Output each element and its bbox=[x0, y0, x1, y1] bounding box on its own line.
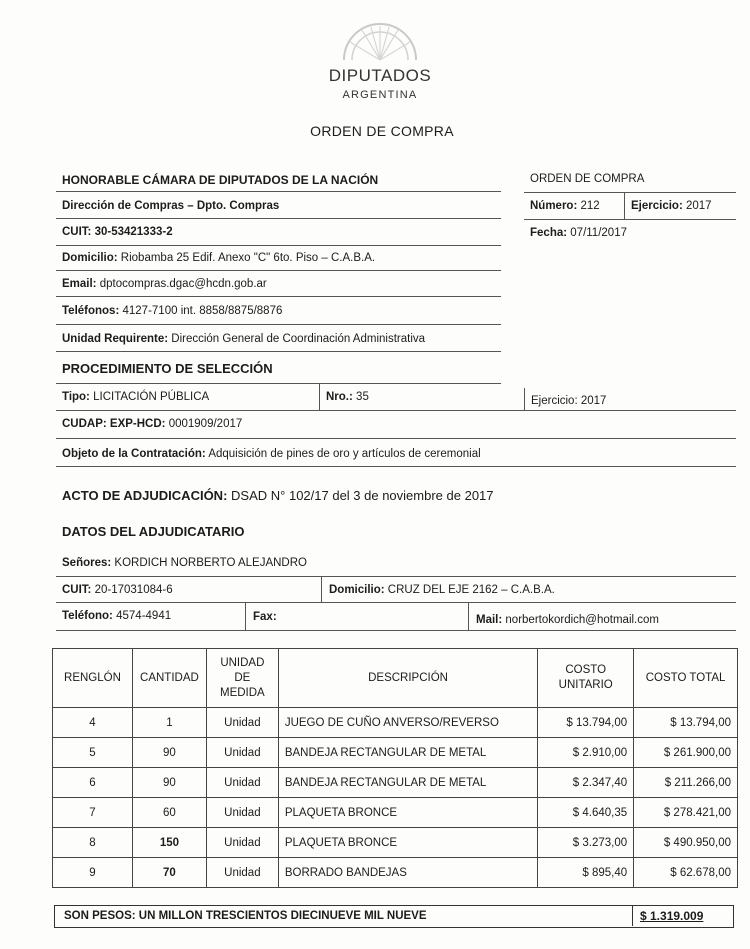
cell-total: $ 278.421,00 bbox=[634, 798, 738, 828]
header-cantidad: CANTIDAD bbox=[132, 649, 206, 708]
table-row bbox=[53, 798, 738, 828]
awardee-name: Señores: KORDICH NORBERTO ALEJANDRO bbox=[62, 557, 307, 569]
issuer-address: Domicilio: Riobamba 25 Edif. Anexo "C" 6to. Piso – C.A.B.A. bbox=[62, 252, 376, 264]
order-exercise: Ejercicio: 2017 bbox=[631, 200, 712, 212]
header-costo-unitario: COSTO UNITARIO bbox=[538, 649, 634, 708]
order-heading: ORDEN DE COMPRA bbox=[530, 173, 645, 185]
table-row bbox=[53, 858, 738, 888]
cell-renglon: 4 bbox=[53, 708, 133, 738]
logo-title: DIPUTADOS bbox=[328, 66, 432, 85]
cell-total: $ 211.266,00 bbox=[634, 768, 738, 798]
hcdn-logo-icon bbox=[338, 20, 422, 62]
cell-unitario: $ 13.794,00 bbox=[538, 708, 634, 738]
cell-unitario: $ 895,40 bbox=[538, 858, 634, 888]
cell-unitario: $ 2.910,00 bbox=[538, 738, 634, 768]
table-row bbox=[53, 708, 738, 738]
procedure-cudap: CUDAP: EXP-HCD: 0001909/2017 bbox=[62, 418, 243, 430]
divider bbox=[56, 438, 736, 439]
issuer-email: Email: dptocompras.dgac@hcdn.gob.ar bbox=[62, 278, 267, 290]
issuer-name: HONORABLE CÁMARA DE DIPUTADOS DE LA NACIÓN bbox=[62, 173, 379, 187]
cell-descripcion: JUEGO DE CUÑO ANVERSO/REVERSO bbox=[278, 708, 537, 738]
header-descripcion: DESCRIPCIÓN bbox=[278, 649, 537, 708]
issuer-phones: Teléfonos: 4127-7100 int. 8858/8875/8876 bbox=[62, 305, 283, 317]
cell-unidad: Unidad bbox=[206, 858, 278, 888]
divider bbox=[319, 384, 320, 410]
order-number: Número: 212 bbox=[530, 200, 600, 212]
awardee-mail: Mail: norbertokordich@hotmail.com bbox=[476, 614, 659, 626]
document-title: ORDEN DE COMPRA bbox=[310, 123, 454, 139]
cell-total: $ 62.678,00 bbox=[634, 858, 738, 888]
issuer-cuit: CUIT: 30-53421333-2 bbox=[62, 226, 173, 238]
awardee-address: Domicilio: CRUZ DEL EJE 2162 – C.A.B.A. bbox=[329, 584, 555, 596]
total-amount: $ 1.319.009 bbox=[640, 909, 704, 923]
items-table bbox=[52, 648, 738, 888]
divider bbox=[56, 351, 501, 352]
procedure-nro: Nro.: 35 bbox=[326, 391, 369, 403]
cell-renglon: 5 bbox=[53, 738, 133, 768]
header-costo-total: COSTO TOTAL bbox=[634, 649, 738, 708]
divider bbox=[56, 410, 736, 411]
divider bbox=[56, 383, 501, 384]
header-unidad: UNIDAD DE MEDIDA bbox=[206, 649, 278, 708]
header-renglon: RENGLÓN bbox=[53, 649, 133, 708]
divider bbox=[56, 218, 501, 219]
procedure-object: Objeto de la Contratación: Adquisición de pines de oro y artículos de ceremonial bbox=[62, 448, 481, 460]
order-date: Fecha: 07/11/2017 bbox=[530, 227, 627, 239]
divider bbox=[56, 576, 736, 577]
logo-subtitle: ARGENTINA bbox=[342, 89, 418, 101]
cell-unitario: $ 2.347,40 bbox=[538, 768, 634, 798]
divider bbox=[245, 603, 246, 630]
cell-descripcion: PLAQUETA BRONCE bbox=[278, 828, 537, 858]
cell-renglon: 9 bbox=[53, 858, 133, 888]
divider bbox=[56, 466, 736, 467]
cell-unitario: $ 3.273,00 bbox=[538, 828, 634, 858]
cell-descripcion: BORRADO BANDEJAS bbox=[278, 858, 537, 888]
divider bbox=[56, 602, 736, 603]
divider bbox=[524, 219, 736, 220]
cell-total: $ 490.950,00 bbox=[634, 828, 738, 858]
issuer-unit: Unidad Requirente: Dirección General de Coordinación Administrativa bbox=[62, 333, 426, 345]
divider bbox=[56, 324, 501, 325]
cell-unidad: Unidad bbox=[206, 708, 278, 738]
cell-descripcion: BANDEJA RECTANGULAR DE METAL bbox=[278, 768, 537, 798]
cell-cantidad: 1 bbox=[132, 708, 206, 738]
cell-renglon: 6 bbox=[53, 768, 133, 798]
cell-cantidad: 70 bbox=[132, 858, 206, 888]
procedure-exercise: Ejercicio: 2017 bbox=[531, 395, 607, 407]
cell-renglon: 8 bbox=[53, 828, 133, 858]
cell-unidad: Unidad bbox=[206, 768, 278, 798]
awardee-fax: Fax: bbox=[253, 611, 277, 623]
awardee-phone: Teléfono: 4574-4941 bbox=[62, 610, 172, 622]
divider bbox=[632, 906, 633, 926]
table-row bbox=[53, 768, 738, 798]
table-row bbox=[53, 738, 738, 768]
divider bbox=[56, 191, 501, 192]
cell-cantidad: 90 bbox=[132, 768, 206, 798]
divider bbox=[56, 245, 501, 246]
cell-cantidad: 60 bbox=[132, 798, 206, 828]
cell-total: $ 13.794,00 bbox=[634, 708, 738, 738]
divider bbox=[56, 270, 501, 271]
procedure-heading: PROCEDIMIENTO DE SELECCIÓN bbox=[62, 361, 273, 376]
awardee-cuit: CUIT: 20-17031084-6 bbox=[62, 584, 173, 596]
divider bbox=[321, 577, 322, 602]
divider bbox=[524, 192, 736, 193]
cell-unitario: $ 4.640,35 bbox=[538, 798, 634, 828]
issuer-department: Dirección de Compras – Dpto. Compras bbox=[62, 200, 280, 212]
cell-unidad: Unidad bbox=[206, 798, 278, 828]
awardee-heading: DATOS DEL ADJUDICATARIO bbox=[62, 524, 245, 539]
cell-descripcion: PLAQUETA BRONCE bbox=[278, 798, 537, 828]
table-row bbox=[53, 828, 738, 858]
award-act: ACTO DE ADJUDICACIÓN: DSAD N° 102/17 del 3 de noviembre de 2017 bbox=[62, 488, 494, 503]
cell-cantidad: 90 bbox=[132, 738, 206, 768]
divider bbox=[524, 388, 525, 410]
procedure-type: Tipo: LICITACIÓN PÚBLICA bbox=[62, 391, 210, 403]
divider bbox=[624, 193, 625, 219]
cell-total: $ 261.900,00 bbox=[634, 738, 738, 768]
divider bbox=[468, 603, 469, 630]
cell-renglon: 7 bbox=[53, 798, 133, 828]
cell-unidad: Unidad bbox=[206, 738, 278, 768]
cell-cantidad: 150 bbox=[132, 828, 206, 858]
divider bbox=[56, 630, 736, 631]
divider bbox=[56, 296, 501, 297]
total-in-words: SON PESOS: UN MILLON TRESCIENTOS DIECINUEVE MIL NUEVE bbox=[64, 910, 427, 922]
table-header-row bbox=[53, 649, 738, 708]
cell-unidad: Unidad bbox=[206, 828, 278, 858]
cell-descripcion: BANDEJA RECTANGULAR DE METAL bbox=[278, 738, 537, 768]
